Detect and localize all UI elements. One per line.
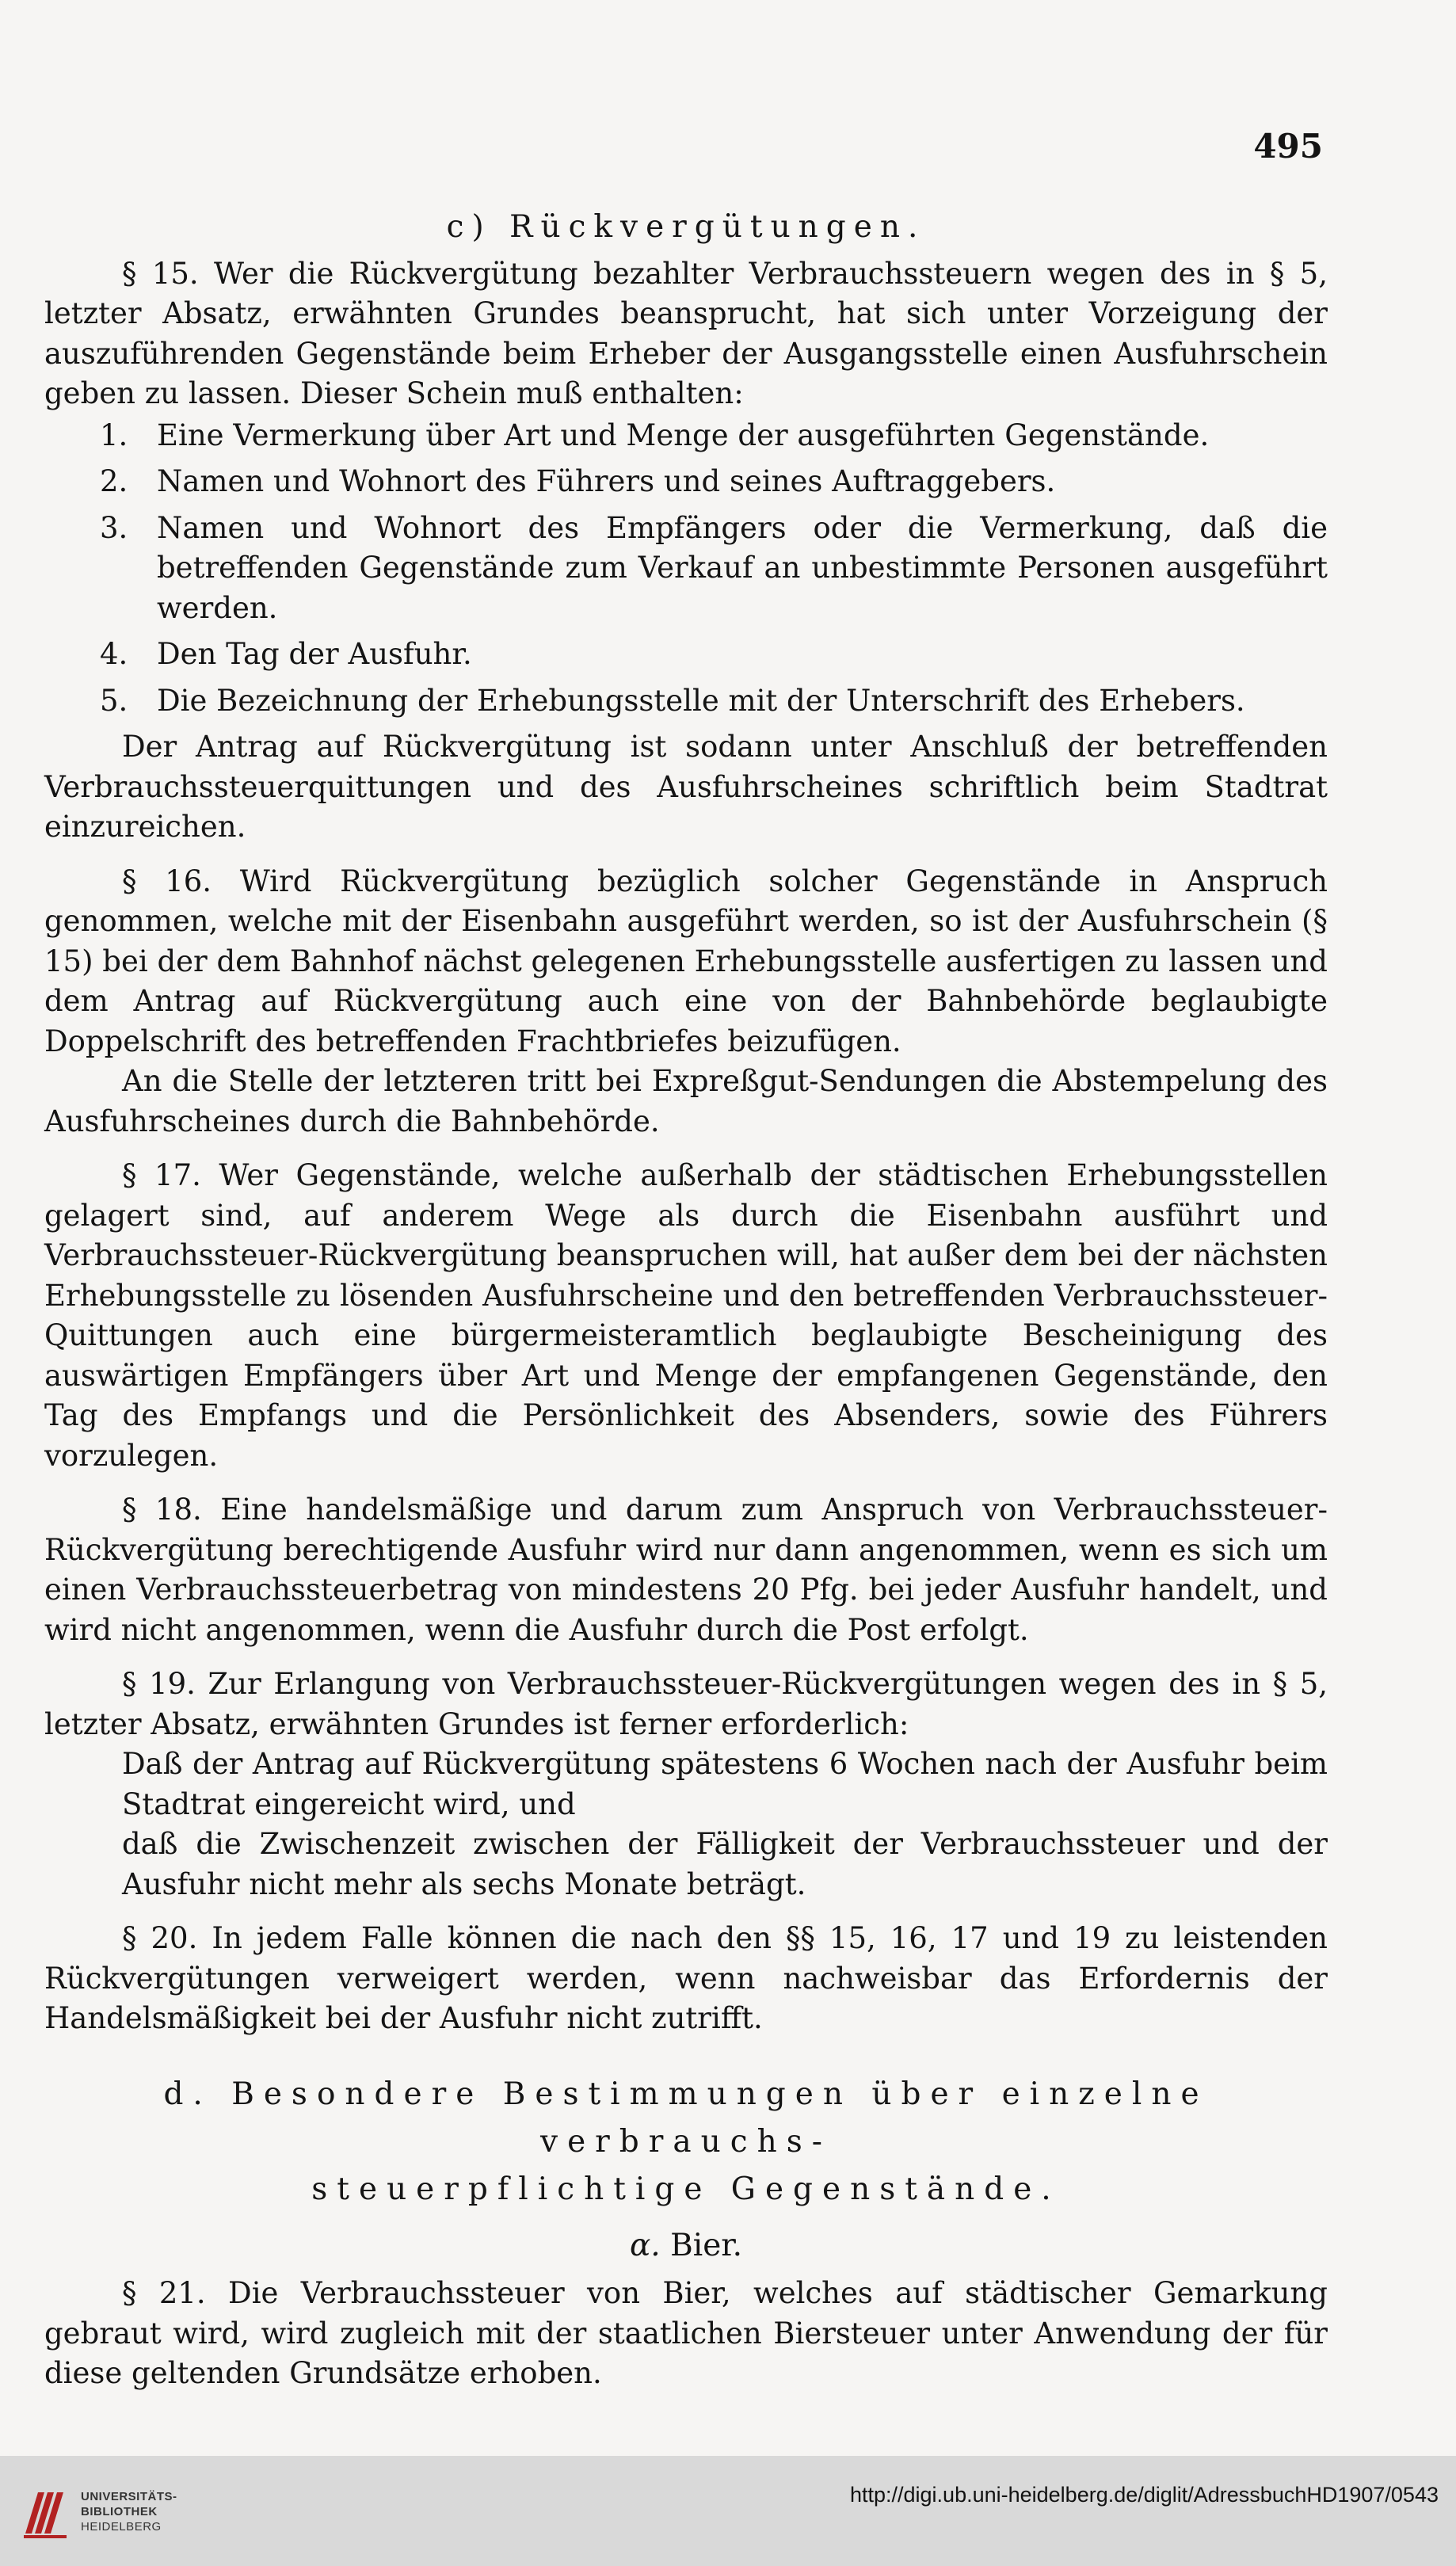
list-item-number: 1. bbox=[100, 417, 128, 452]
section-c-title: c) Rückvergütungen. bbox=[446, 209, 926, 245]
library-logo-icon bbox=[17, 2478, 74, 2545]
paragraph-16-after: An die Stelle der letzteren tritt bei Expreßgut-Sendungen die Abstempelung des Ausfuhrscheines durch die Bahnbehörde. bbox=[44, 1064, 1328, 1138]
document-body bbox=[44, 208, 1328, 2394]
paragraph-18: § 18. Eine handelsmäßige und darum zum Anspruch von Verbrauchssteuer-Rückvergütung berechtigende Ausfuhr wird nur dann angenommen, wenn es sich um einen Verbrauchssteuerbetrag von mindestens 20 Pfg. bei jeder Ausfuhr handelt, und wird nicht angenommen, wenn die Ausfuhr durch die Post erfolgt. bbox=[44, 1493, 1328, 1647]
paragraph-16: § 16. Wird Rückvergütung bezüglich solcher Gegenstände in Anspruch genommen, welche mit der Eisenbahn ausgeführt werden, so ist der Ausfuhrschein (§ 15) bei der dem Bahnhof nächst gelegenen Erhebungsstelle ausfertigen zu lassen und dem Antrag auf Rückvergütung auch eine von der Bahnbehörde beglaubigte Doppelschrift des betreffenden Frachtbriefes beizufügen. bbox=[44, 864, 1328, 1058]
list-item-number: 4. bbox=[100, 637, 128, 671]
list-item bbox=[44, 416, 1328, 456]
paragraph-15: § 15. Wer die Rückvergütung bezahlter Verbrauchssteuern wegen des in § 5, letzter Absatz, erwähnten Grundes beansprucht, hat sich unter Vorzeigung der auszuführenden Gegenstände beim Erheber der Ausgangsstelle einen Ausfuhrschein geben zu lassen. Dieser Schein muß enthalten: bbox=[44, 256, 1328, 410]
paragraph-20: § 20. In jedem Falle können die nach den §§ 15, 16, 17 und 19 zu leistenden Rückvergütungen verweigert werden, wenn nachweisbar das Erfordernis der Handelsmäßigkeit bei der Ausfuhr nicht zutrifft. bbox=[44, 1921, 1328, 2035]
list-item bbox=[44, 462, 1328, 502]
footer-bar bbox=[0, 2456, 1456, 2566]
list-item-text: Die Bezeichnung der Erhebungsstelle mit der Unterschrift des Erhebers. bbox=[157, 683, 1245, 718]
list-item-number: 2. bbox=[100, 464, 128, 498]
list-item-text: Namen und Wohnort des Führers und seines Auftraggebers. bbox=[157, 464, 1056, 498]
section-d-title bbox=[44, 2071, 1328, 2213]
section-d-title-line-1: d. Besondere Bestimmungen über einzelne verbrauchs- bbox=[163, 2076, 1209, 2160]
list-item bbox=[44, 635, 1328, 675]
paragraph-15-after: Der Antrag auf Rückvergütung ist sodann unter Anschluß der betreffenden Verbrauchssteuerquittungen und des Ausfuhrscheines schriftlich beim Stadtrat einzureichen. bbox=[44, 730, 1328, 844]
list-item-text: Den Tag der Ausfuhr. bbox=[157, 637, 472, 671]
library-logo[interactable] bbox=[17, 2478, 208, 2549]
paragraph-21: § 21. Die Verbrauchssteuer von Bier, welches auf städtischer Gemarkung gebraut wird, wird zugleich mit der staatlichen Biersteuer unter Anwendung der für diese geltenden Grundsätze erhoben. bbox=[44, 2276, 1328, 2390]
list-item-text: Namen und Wohnort des Empfängers oder die Vermerkung, daß die betreffenden Gegenstände zum Verkauf an unbestimmte Personen ausgeführt werden. bbox=[157, 510, 1328, 625]
list-item-number: 3. bbox=[100, 510, 128, 545]
list-item-text: Eine Vermerkung über Art und Menge der ausgeführten Gegenstände. bbox=[157, 417, 1210, 452]
logo-line: HEIDELBERG bbox=[81, 2520, 162, 2534]
paragraph-19-condition-2: daß die Zwischenzeit zwischen der Fälligkeit der Verbrauchssteuer und der Ausfuhr nicht mehr als sechs Monate beträgt. bbox=[122, 1827, 1328, 1901]
paragraph-15-list bbox=[44, 416, 1328, 722]
list-item-number: 5. bbox=[100, 683, 128, 718]
paragraph-19-condition-1: Daß der Antrag auf Rückvergütung spätestens 6 Wochen nach der Ausfuhr beim Stadtrat eingereicht wird, und bbox=[122, 1747, 1328, 1821]
subsection-title: Bier. bbox=[670, 2227, 743, 2263]
subsection-letter: α. bbox=[629, 2227, 661, 2263]
source-url-link[interactable]: http://digi.ub.uni-heidelberg.de/diglit/AdressbuchHD1907/0543 bbox=[849, 2483, 1439, 2507]
page-number: 495 bbox=[1253, 127, 1323, 166]
section-d-title-line-2: steuerpflichtige Gegenstände. bbox=[311, 2171, 1061, 2207]
list-item bbox=[44, 681, 1328, 722]
list-item bbox=[44, 509, 1328, 629]
logo-line: UNIVERSITÄTS- bbox=[81, 2490, 177, 2503]
logo-line: BIBLIOTHEK bbox=[81, 2505, 158, 2518]
paragraph-17: § 17. Wer Gegenstände, welche außerhalb der städtischen Erhebungsstellen gelagert sind, auf anderem Wege als durch die Eisenbahn ausführt und Verbrauchssteuer-Rückvergütung beanspruchen will, hat außer dem bei der nächsten Erhebungsstelle zu lösenden Ausfuhrscheine und den betreffenden Verbrauchssteuer-Quittungen auch eine bürgermeisteramtlich beglaubigte Bescheinigung des auswärtigen Empfängers über Art und Menge der empfangenen Gegenstände, den Tag des Empfangs und die Persönlichkeit des Absenders, sowie des Führers vorzulegen. bbox=[44, 1158, 1328, 1473]
library-logo-text bbox=[81, 2489, 177, 2534]
subsection-beer-title bbox=[44, 2226, 1328, 2267]
paragraph-19: § 19. Zur Erlangung von Verbrauchssteuer-Rückvergütungen wegen des in § 5, letzter Absatz, erwähnten Grundes ist ferner erforderlich: bbox=[44, 1667, 1328, 1741]
